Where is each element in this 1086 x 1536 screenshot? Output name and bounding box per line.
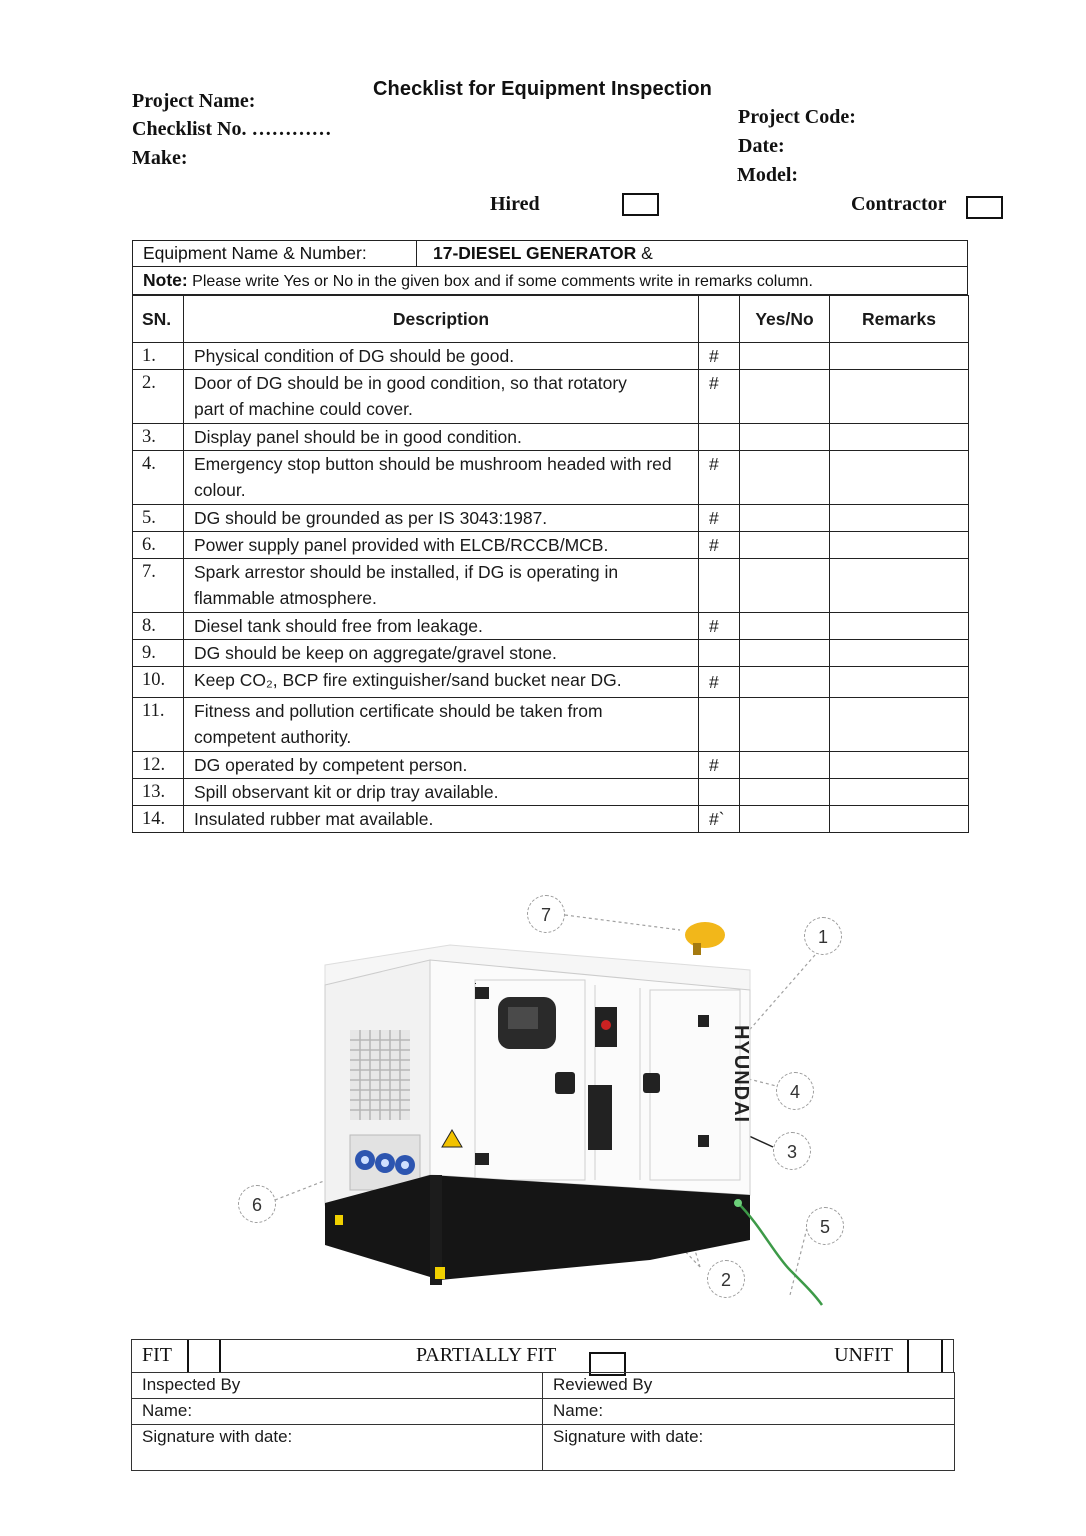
row-sn: 2.	[133, 370, 184, 424]
reviewer-signature-field[interactable]: Signature with date:	[543, 1425, 955, 1471]
row-mark: #	[699, 505, 740, 532]
yes-no-cell[interactable]	[740, 370, 830, 424]
brand-text: HYUNDAI	[730, 1025, 752, 1124]
reviewed-by-label: Reviewed By	[543, 1373, 955, 1399]
page-title: Checklist for Equipment Inspection	[373, 78, 712, 100]
partially-fit-label: PARTIALLY FIT	[416, 1344, 557, 1366]
yes-no-cell[interactable]	[740, 667, 830, 698]
table-row	[133, 424, 969, 451]
equipment-value[interactable]	[417, 241, 653, 266]
equipment-name: 17-DIESEL GENERATOR	[433, 243, 637, 263]
row-mark: #`	[699, 806, 740, 833]
column-header-sn: SN.	[133, 296, 184, 343]
fitness-result-row	[131, 1339, 954, 1373]
row-description: DG operated by competent person.	[184, 752, 699, 779]
equipment-suffix: &	[636, 243, 653, 263]
contractor-checkbox[interactable]	[966, 196, 1003, 219]
checklist-no-label: Checklist No. …………	[132, 118, 332, 140]
note-row	[132, 266, 968, 295]
signoff-table	[131, 1372, 955, 1471]
table-row	[133, 505, 969, 532]
row-description: Spill observant kit or drip tray available.	[184, 779, 699, 806]
callout-6: 6	[238, 1185, 276, 1223]
inspector-signature-field[interactable]: Signature with date:	[132, 1425, 543, 1471]
date-label: Date:	[738, 135, 785, 157]
generator-figure	[230, 885, 850, 1310]
inspected-by-label: Inspected By	[132, 1373, 543, 1399]
project-name-label: Project Name:	[132, 90, 256, 112]
table-row	[133, 370, 969, 424]
remarks-cell[interactable]	[830, 343, 969, 370]
yes-no-cell[interactable]	[740, 451, 830, 505]
callout-5: 5	[806, 1207, 844, 1245]
table-row	[133, 532, 969, 559]
reviewer-name-field[interactable]: Name:	[543, 1399, 955, 1425]
table-row	[133, 640, 969, 667]
row-mark: #	[699, 752, 740, 779]
remarks-cell[interactable]	[830, 532, 969, 559]
row-mark: #	[699, 613, 740, 640]
row-sn: 12.	[133, 752, 184, 779]
remarks-cell[interactable]	[830, 505, 969, 532]
column-header-description: Description	[184, 296, 699, 343]
unfit-checkbox[interactable]	[907, 1340, 943, 1372]
equipment-row	[132, 240, 968, 267]
hired-checkbox[interactable]	[622, 193, 659, 216]
column-header-yes-no: Yes/No	[740, 296, 830, 343]
row-sn: 7.	[133, 559, 184, 613]
table-row	[133, 779, 969, 806]
yes-no-cell[interactable]	[740, 698, 830, 752]
row-mark	[699, 640, 740, 667]
yes-no-cell[interactable]	[740, 343, 830, 370]
row-mark	[699, 698, 740, 752]
diesel-generator-illustration	[230, 885, 850, 1310]
inspector-name-field[interactable]: Name:	[132, 1399, 543, 1425]
row-sn: 14.	[133, 806, 184, 833]
note-text: Please write Yes or No in the given box and if some comments write in remarks column.	[187, 273, 813, 290]
row-mark: #	[699, 451, 740, 505]
yes-no-cell[interactable]	[740, 424, 830, 451]
column-header-remarks: Remarks	[830, 296, 969, 343]
row-description: Diesel tank should free from leakage.	[184, 613, 699, 640]
partially-fit-cell	[221, 1340, 907, 1372]
row-sn: 9.	[133, 640, 184, 667]
callout-1: 1	[804, 917, 842, 955]
row-description: Keep CO₂, BCP fire extinguisher/sand bucket near DG.	[184, 667, 699, 698]
project-code-label: Project Code:	[738, 106, 856, 128]
callout-2: 2	[707, 1260, 745, 1298]
remarks-cell[interactable]	[830, 451, 969, 505]
row-mark	[699, 424, 740, 451]
table-row	[133, 613, 969, 640]
yes-no-cell[interactable]	[740, 779, 830, 806]
row-mark: #	[699, 370, 740, 424]
row-sn: 13.	[133, 779, 184, 806]
row-mark: #	[699, 343, 740, 370]
table-header-row	[133, 296, 969, 343]
row-mark	[699, 559, 740, 613]
equipment-label: Equipment Name & Number:	[133, 241, 417, 266]
column-header-mark	[699, 296, 740, 343]
row-description: Power supply panel provided with ELCB/RCCB/MCB.	[184, 532, 699, 559]
table-row	[133, 698, 969, 752]
row-description: Fitness and pollution certificate should be taken from competent authority.	[184, 698, 699, 752]
remarks-cell[interactable]	[830, 779, 969, 806]
checklist-table	[132, 295, 969, 833]
row-description: DG should be grounded as per IS 3043:1987.	[184, 505, 699, 532]
unfit-label: UNFIT	[834, 1344, 893, 1366]
row-description: DG should be keep on aggregate/gravel stone.	[184, 640, 699, 667]
row-mark	[699, 779, 740, 806]
callout-7: 7	[527, 895, 565, 933]
table-row	[133, 451, 969, 505]
row-sn: 8.	[133, 613, 184, 640]
row-sn: 1.	[133, 343, 184, 370]
fit-label: FIT	[142, 1344, 172, 1366]
row-sn: 4.	[133, 451, 184, 505]
model-label: Model:	[737, 164, 799, 186]
hired-label: Hired	[490, 193, 540, 215]
yes-no-cell[interactable]	[740, 640, 830, 667]
remarks-cell[interactable]	[830, 806, 969, 833]
row-sn: 10.	[133, 667, 184, 698]
table-row	[133, 667, 969, 698]
row-sn: 6.	[133, 532, 184, 559]
contractor-label: Contractor	[851, 193, 947, 215]
remarks-cell[interactable]	[830, 424, 969, 451]
yes-no-cell[interactable]	[740, 532, 830, 559]
yes-no-cell[interactable]	[740, 505, 830, 532]
yes-no-cell[interactable]	[740, 613, 830, 640]
callout-4: 4	[776, 1072, 814, 1110]
yes-no-cell[interactable]	[740, 752, 830, 779]
remarks-cell[interactable]	[830, 559, 969, 613]
table-row	[133, 343, 969, 370]
row-description: Door of DG should be in good condition, so that rotatory part of machine could cover.	[184, 370, 699, 424]
row-sn: 11.	[133, 698, 184, 752]
row-description: Emergency stop button should be mushroom headed with red colour.	[184, 451, 699, 505]
row-description: Display panel should be in good condition.	[184, 424, 699, 451]
yes-no-cell[interactable]	[740, 806, 830, 833]
table-row	[133, 752, 969, 779]
row-sn: 5.	[133, 505, 184, 532]
table-row	[133, 806, 969, 833]
row-mark: #	[699, 667, 740, 698]
row-description: Spark arrestor should be installed, if DG is operating in flammable atmosphere.	[184, 559, 699, 613]
remarks-cell[interactable]	[830, 752, 969, 779]
row-sn: 3.	[133, 424, 184, 451]
remarks-cell[interactable]	[830, 613, 969, 640]
fit-checkbox[interactable]	[187, 1340, 221, 1372]
row-description: Physical condition of DG should be good.	[184, 343, 699, 370]
remarks-cell[interactable]	[830, 698, 969, 752]
table-row	[133, 559, 969, 613]
remarks-cell[interactable]	[830, 640, 969, 667]
remarks-cell[interactable]	[830, 370, 969, 424]
remarks-cell[interactable]	[830, 667, 969, 698]
callout-3: 3	[773, 1132, 811, 1170]
row-mark: #	[699, 532, 740, 559]
note-label: Note:	[143, 270, 188, 290]
yes-no-cell[interactable]	[740, 559, 830, 613]
row-description: Insulated rubber mat available.	[184, 806, 699, 833]
make-label: Make:	[132, 147, 188, 169]
